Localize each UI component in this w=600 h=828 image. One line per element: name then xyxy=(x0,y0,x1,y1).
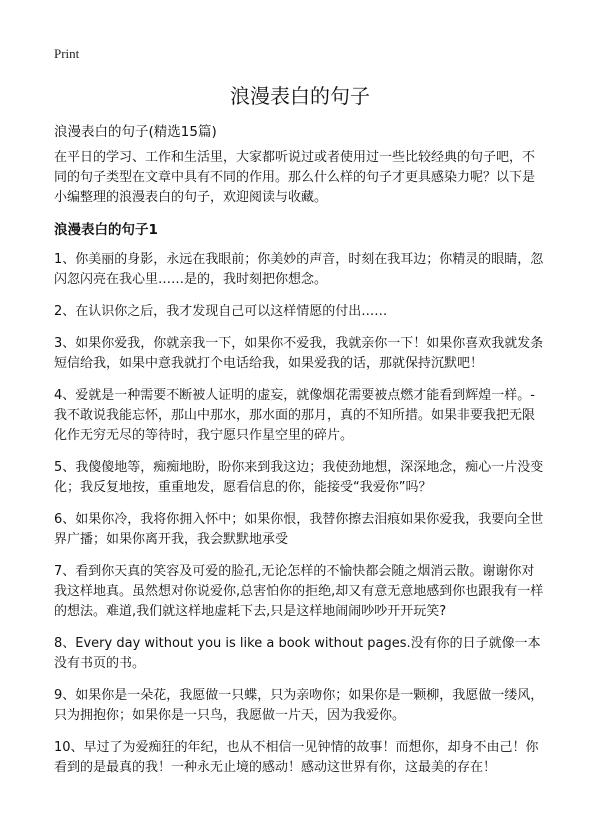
page-title: 浪漫表白的句子 xyxy=(230,84,370,108)
document-subtitle: 浪漫表白的句子(精选15篇) xyxy=(54,124,217,140)
list-item: 10、早过了为爱痴狂的年纪，也从不相信一见钟情的故事！而想你，却身不由己！你看到的是最真的我！一种永无止境的感动！感动这世界有你，这最美的存在！ xyxy=(54,740,539,775)
list-item: 3、如果你爱我，你就亲我一下，如果你不爱我，我就亲你一下！如果你喜欢我就发条短信给我，如果中意我就打个电话给我，如果爱我的话，那就保持沉默吧！ xyxy=(54,336,544,371)
list-item: 9、如果你是一朵花，我愿做一只蝶，只为亲吻你；如果你是一颗柳，我愿做一缕风，只为拥抱你；如果你是一只鸟，我愿做一片天，因为我爱你。 xyxy=(54,688,544,723)
article-body xyxy=(54,148,544,790)
list-item: 4、爱就是一种需要不断被人证明的虚妄，就像烟花需要被点燃才能看到辉煌一样。-我不敢说我能忘怀，那山中那水，那水面的那月，真的不知所措。如果非要我把无限化作无穷无尽的等待时，我宁愿只作星空里的碎片。 xyxy=(54,388,536,443)
list-item: 2、在认识你之后，我才发现自己可以这样情愿的付出…… xyxy=(54,304,388,319)
list-item: 1、你美丽的身影，永远在我眼前；你美妙的声音，时刻在我耳边；你精灵的眼睛，忽闪忽闪亮在我心里……是的，我时刻把你想念。 xyxy=(54,252,544,287)
print-link[interactable]: Print xyxy=(54,46,80,61)
section-heading: 浪漫表白的句子1 xyxy=(54,222,158,238)
list-item: 8、Every day without you is like a book without pages.没有你的日子就像一本没有书页的书。 xyxy=(54,636,541,671)
list-item: 7、看到你天真的笑容及可爱的脸孔,无论怎样的不愉快都会随之烟消云散。谢谢你对我这样地真。虽然想对你说爱你,总害怕你的拒绝,却又有意无意地感到你也跟我有一样的想法。难道,我们就这样地虚耗下去,只是这样地闹闹吵吵开开玩笑? xyxy=(54,564,544,619)
intro-paragraph: 在平日的学习、工作和生活里，大家都听说过或者使用过一些比较经典的句子吧，不同的句子类型在文章中具有不同的作用。那么什么样的句子才更具感染力呢？以下是小编整理的浪漫表白的句子，欢迎阅读与收藏。 xyxy=(54,150,536,205)
list-item: 6、如果你冷，我将你拥入怀中；如果你恨，我替你擦去泪痕如果你爱我，我要向全世界广播；如果你离开我，我会默默地承受 xyxy=(54,512,544,547)
list-item: 5、我傻傻地等，痴痴地盼，盼你来到我这边；我使劲地想，深深地念，痴心一片没变化；我反复地按，重重地发，愿看信息的你，能接受“我爱你”吗？ xyxy=(54,460,544,495)
